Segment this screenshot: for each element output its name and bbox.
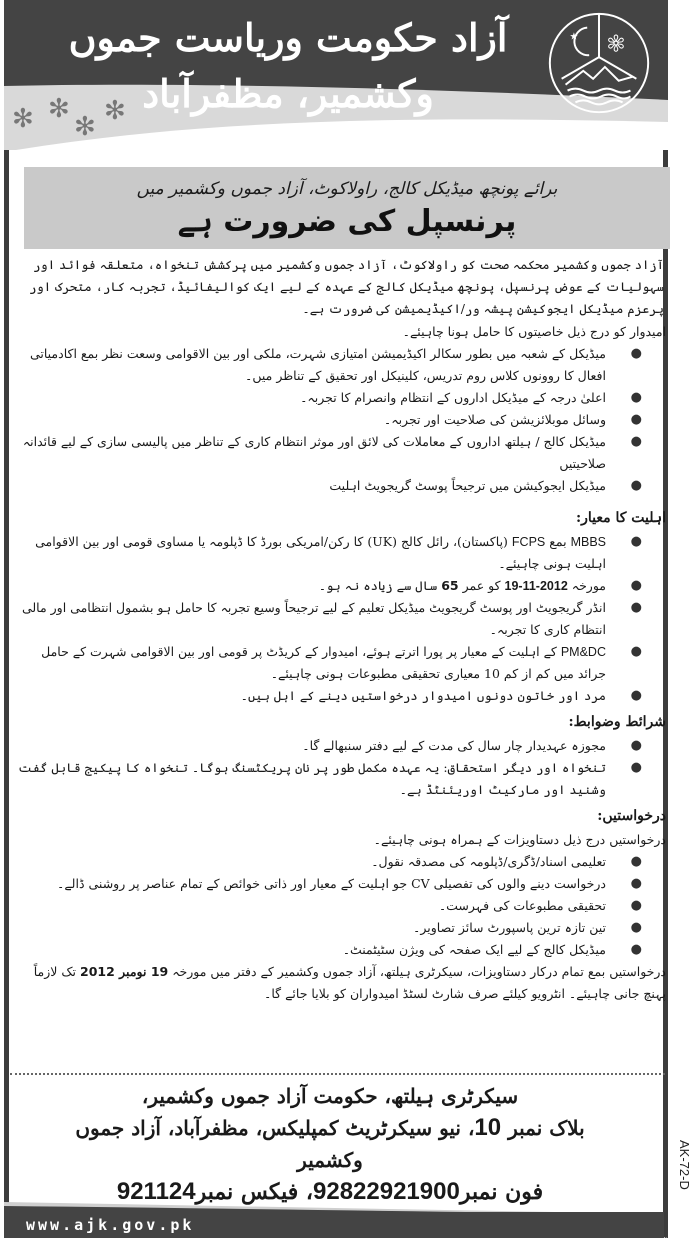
intro-paragraph: آزاد جموں وکشمیر محکمہ صحت کو راولاکوٹ، آزاد جموں وکشمیر میں پرکشش تنخواہ، متعلقہ فوائد اور سہولیات کے عوض پرنسپل، پونچھ میڈیکل کالج کے عہدہ کے لیے ایک کوالیفائیڈ، تجربہ کار، متحرک اور پرعزم میڈیکل ایجوکیشن پیشہ ور/اکیڈیمیشن کی ضرورت ہے۔ [29,257,664,316]
ad-body [18,254,666,1005]
contact-office: سیکرٹری ہیلتھ، حکومت آزاد جموں وکشمیر، [141,1084,519,1108]
eligibility-list [18,531,666,707]
dotted-divider [10,1073,665,1078]
eligibility-heading: اہلیت کا معیار: [575,510,666,526]
deadline-year: 2012 [80,964,115,979]
list-item: ● تین تازہ ترین پاسپورٹ سائز تصاویر۔ [18,917,666,939]
list-item: ● مجوزہ عہدیدار چار سال کی مدت کے لیے دفتر سنبھالے گا۔ [18,735,666,757]
contact-address: بلاک نمبر 10، نیو سیکرٹریٹ کمپلیکس، مظفرآباد، آزاد جموں وکشمیر [75,1114,585,1172]
svg-text:★: ★ [569,31,579,43]
fax-number: 921124 [116,1178,196,1205]
intro-lead: امیدوار کو درج ذیل خاصیتوں کا حامل ہونا چاہیئے۔ [402,324,666,339]
banner-subtitle: برائے پونچھ میڈیکل کالج، راولاکوٹ، آزاد جموں وکشمیر میں [136,179,558,199]
contact-block [60,1080,600,1208]
bullet-icon: ● [630,534,642,549]
list-item: ● میڈیکل ایجوکیشن میں ترجیحاً پوسٹ گریجویٹ اہلیت [18,475,666,497]
bullet-icon: ● [630,578,642,593]
bullet-icon: ● [630,854,642,869]
cutoff-date: 19-11-2012 [504,579,568,593]
list-item: ● میڈیکل کے شعبہ میں بطور سکالر اکیڈیمیشن امتیازی شہرت، ملکی اور بین الاقوامی وسعت نظر بمع اکادمیاتی افعال کا روونوں کلاس روم تدریس، کلینیکل اور تحقیق کے تناظر میں۔ [18,343,666,387]
terms-list [18,735,666,801]
maple-leaf-icon: ✻ [74,112,96,142]
bullet-icon: ● [630,644,642,659]
list-item: ● میڈیکل کالج کے لیے ایک صفحہ کی ویژن سٹیٹمنٹ۔ [18,939,666,961]
terms-heading: شرائط وضوابط: [568,714,666,730]
deadline-paragraph: درخواستیں بمع تمام درکار دستاویزات، سیکرٹری ہیلتھ، آزاد جموں وکشمیر کے دفتر میں مورخہ 19 نومبر 2012 تک لازماً پہنچ جانی چاہیئے۔ انٹرویو کیلئے صرف شارٹ لسٹڈ امیدواران کو بلایا جائے گا۔ [33,964,666,1001]
maple-leaf-icon: ✻ [12,104,34,134]
list-item: ● تعلیمی اسناد/ڈگری/ڈپلومہ کی مصدقہ نقول۔ [18,851,666,873]
website-link[interactable]: www.ajk.gov.pk [26,1216,195,1234]
maple-leaf-icon: ✻ [104,96,126,126]
headline-banner [24,167,670,249]
deadline-day: 19 [150,964,169,979]
applications-lead: درخواستیں درج ذیل دستاویزات کے ہمراہ ہونی چاہیئے۔ [373,832,666,847]
attributes-list [18,343,666,497]
list-item: ● وسائل موبلائزیشن کی صلاحیت اور تجربہ۔ [18,409,666,431]
list-item: ● MBBS بمع FCPS (پاکستان)، رائل کالج (UK) کا رکن/امریکی بورڈ کا ڈپلومہ یا مساوی قومی اور بین الاقوامی اہلیت ہونی چاہیئے۔ [18,531,666,575]
bullet-icon: ● [630,478,642,493]
list-item: ● انڈر گریجویٹ اور پوسٹ گریجویٹ میڈیکل تعلیم کے لیے ترجیحاً وسیع تجربہ کا حامل ہو بشمول انتظامی اور مالی انتظام کاری کا تجربہ۔ [18,597,666,641]
bullet-icon: ● [630,738,642,753]
list-item: ● تنخواہ اور دیگر استحقاق: یہ عہدہ مکمل طور پر نان پریکٹسنگ ہوگا۔ تنخواہ کا پیکیج قابل گفت وشنید اور مارکیٹ اوریئنٹڈ ہے۔ [18,757,666,801]
list-item: ● مورخہ 19-11-2012 کو عمر 65 سال سے زیادہ نہ ہو۔ [18,575,666,597]
maple-leaf-icon: ✻ [48,94,70,124]
bullet-icon: ● [630,390,642,405]
bullet-icon: ● [630,434,642,449]
list-item: ● درخواست دینے والوں کی تفصیلی CV جو اہلیت کے معیار اور ذاتی خوائص کے تمام عناصر پر روشنی ڈالے۔ [18,873,666,895]
bullet-icon: ● [630,346,642,361]
max-age: 65 [441,578,459,593]
bullet-icon: ● [630,600,642,615]
applications-heading: درخواستیں: [597,808,666,824]
bullet-icon: ● [630,688,642,703]
applications-list [18,851,666,961]
svg-text:✻: ✻ [606,32,625,58]
bullet-icon: ● [630,760,642,775]
bullet-icon: ● [630,898,642,913]
state-emblem-icon [540,6,658,124]
list-item: ● اعلیٰ درجہ کے میڈیکل اداروں کے انتظام وانصرام کا تجربہ۔ [18,387,666,409]
list-item: ● تحقیقی مطبوعات کی فہرست۔ [18,895,666,917]
contact-phone-fax: فون نمبر92822921900، فیکس نمبر921124 [116,1178,544,1205]
banner-title: پرنسپل کی ضرورت ہے [177,204,517,239]
bullet-icon: ● [630,920,642,935]
ad-code: AK-72-D [677,1140,692,1190]
header [4,0,668,150]
header-title: آزاد حکومت وریاست جموں وکشمیر، مظفرآباد [68,15,508,116]
list-item: ● میڈیکل کالج / ہیلتھ اداروں کے معاملات کی لائق اور موثر انتظام کاری کے تناظر میں پالیسی سازی کے لیے قائدانہ صلاحیتیں [18,431,666,475]
list-item: ● PM&DC کے اہلیت کے معیار پر پورا اترتے ہوئے، امیدوار کے کریڈٹ پر قومی اور بین الاقوامی شہرت کے حامل جرائد میں کم از کم 10 معیاری تحقیقی مطبوعات ہونی چاہیئے۔ [18,641,666,685]
bullet-icon: ● [630,942,642,957]
bullet-icon: ● [630,876,642,891]
bullet-icon: ● [630,412,642,427]
list-item: ● مرد اور خاتون دونوں امیدوار درخواستیں دینے کے اہل ہیں۔ [18,685,666,707]
phone-number: 92822921900 [313,1178,460,1205]
